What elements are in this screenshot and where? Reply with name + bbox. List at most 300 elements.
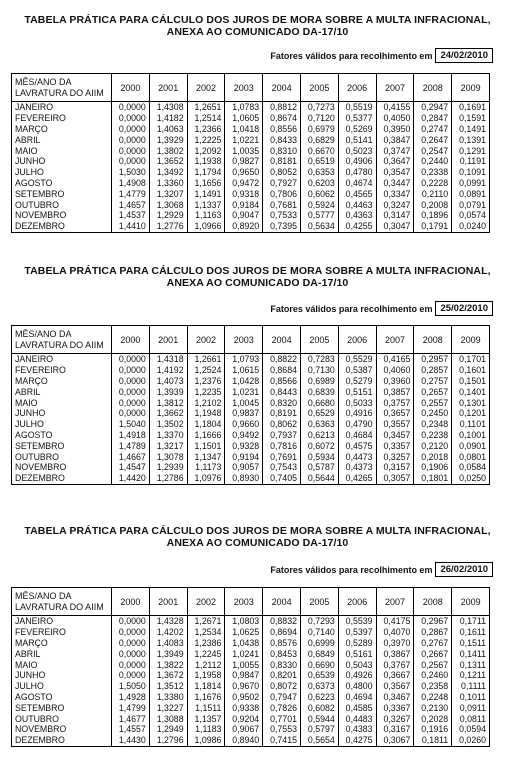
factor-cell: 0,2110 [414, 188, 452, 199]
factor-cell: 0,2967 [414, 616, 452, 627]
factor-cell: 0,3057 [376, 473, 414, 484]
factor-cell: 1,0793 [225, 354, 263, 365]
factor-cell: 0,2557 [414, 397, 452, 408]
factor-cell: 1,1948 [187, 408, 225, 419]
factor-cell: 1,2661 [187, 354, 225, 365]
factor-cell: 1,3512 [149, 681, 187, 692]
factor-cell: 0,3467 [376, 692, 414, 703]
factor-cell: 0,1391 [452, 134, 490, 145]
block-title [0, 14, 515, 38]
factor-cell: 0,3657 [376, 408, 414, 419]
factor-cell: 0,7120 [300, 113, 338, 124]
month-cell: JUNHO [12, 156, 112, 167]
factor-cell: 0,7405 [263, 473, 301, 484]
factor-cell: 0,6529 [300, 408, 338, 419]
factor-cell: 1,4410 [112, 221, 150, 232]
factor-cell: 0,0000 [112, 156, 150, 167]
factor-cell: 0,2008 [414, 199, 452, 210]
factor-cell: 0,4684 [338, 430, 376, 441]
factor-cell: 0,9184 [225, 199, 263, 210]
factor-cell: 0,0000 [112, 365, 150, 376]
header-year: 2009 [452, 588, 490, 616]
factor-cell: 0,6680 [300, 397, 338, 408]
factor-cell: 0,3857 [376, 386, 414, 397]
factor-cell: 1,1491 [187, 188, 225, 199]
header-year: 2006 [338, 588, 376, 616]
factor-cell: 1,3492 [149, 167, 187, 178]
table-row [12, 451, 490, 462]
factor-cell: 1,0438 [225, 638, 263, 649]
date-box: 25/02/2010 [435, 301, 493, 316]
month-cell: AGOSTO [12, 692, 112, 703]
month-cell: JANEIRO [12, 616, 112, 627]
factor-cell: 0,7140 [300, 627, 338, 638]
header-year: 2005 [300, 326, 338, 354]
header-year: 2007 [376, 588, 414, 616]
table-row [12, 681, 490, 692]
factor-cell: 0,6670 [300, 145, 338, 156]
table-row [12, 659, 490, 670]
month-cell: NOVEMBRO [12, 462, 112, 473]
factor-cell: 0,7415 [263, 735, 301, 746]
month-cell: NOVEMBRO [12, 724, 112, 735]
factor-cell: 0,5634 [300, 221, 338, 232]
table-row [12, 167, 490, 178]
factor-cell: 1,2776 [149, 221, 187, 232]
factor-cell: 1,3227 [149, 702, 187, 713]
factor-cell: 1,1804 [187, 419, 225, 430]
factor-cell: 0,8920 [225, 221, 263, 232]
factor-cell: 0,0000 [112, 638, 150, 649]
factor-cell: 0,0584 [452, 462, 490, 473]
factor-cell: 0,3147 [376, 210, 414, 221]
title-line-2: ANEXA AO COMUNICADO DA-17/10 [166, 277, 349, 289]
factor-cell: 0,0000 [112, 670, 150, 681]
factor-cell: 0,2348 [414, 419, 452, 430]
factor-cell: 0,0901 [452, 440, 490, 451]
table-row [12, 419, 490, 430]
factor-cell: 0,3757 [376, 397, 414, 408]
factor-cell: 1,0418 [225, 124, 263, 135]
factor-cell: 0,4070 [376, 627, 414, 638]
factor-cell: 0,2358 [414, 681, 452, 692]
month-cell: JUNHO [12, 670, 112, 681]
factor-cell: 0,1906 [414, 462, 452, 473]
factor-cell: 1,1501 [187, 440, 225, 451]
title-line-1: TABELA PRÁTICA PARA CÁLCULO DOS JUROS DE MORA SOBRE A MULTA INFRACIONAL, [24, 14, 491, 26]
factor-cell: 0,0911 [452, 702, 490, 713]
factor-cell: 0,4800 [338, 681, 376, 692]
header-year: 2003 [225, 588, 263, 616]
month-cell: OUTUBRO [12, 451, 112, 462]
table-row [12, 178, 490, 189]
factor-cell: 0,5289 [338, 638, 376, 649]
factor-cell: 0,8684 [263, 365, 301, 376]
factor-cell: 1,4799 [112, 702, 150, 713]
table-row [12, 210, 490, 221]
factor-cell: 1,3949 [149, 648, 187, 659]
fatores-row [270, 301, 493, 316]
factor-cell: 0,1511 [452, 638, 490, 649]
factor-cell: 0,0991 [452, 178, 490, 189]
factor-cell: 1,2651 [187, 102, 225, 113]
factor-cell: 0,5797 [300, 724, 338, 735]
month-cell: OUTUBRO [12, 199, 112, 210]
factor-cell: 0,0891 [452, 188, 490, 199]
factor-cell: 0,6213 [300, 430, 338, 441]
factor-cell: 0,6062 [300, 188, 338, 199]
factor-cell: 0,2120 [414, 440, 452, 451]
month-cell: MAIO [12, 659, 112, 670]
factor-cell: 0,0250 [452, 473, 490, 484]
factor-cell: 0,9827 [225, 156, 263, 167]
factor-cell: 0,6829 [300, 134, 338, 145]
factor-cell: 0,0000 [112, 113, 150, 124]
factor-cell: 0,4050 [376, 113, 414, 124]
factor-cell: 0,0000 [112, 659, 150, 670]
factor-cell: 0,3047 [376, 221, 414, 232]
factor-cell: 0,9650 [225, 167, 263, 178]
month-cell: JANEIRO [12, 354, 112, 365]
table-row [12, 376, 490, 387]
factor-cell: 1,3939 [149, 386, 187, 397]
factor-cell: 0,0000 [112, 124, 150, 135]
factor-cell: 0,6979 [300, 124, 338, 135]
factor-cell: 1,0035 [225, 145, 263, 156]
factor-cell: 0,8453 [263, 648, 301, 659]
factor-cell: 0,6203 [300, 178, 338, 189]
month-cell: AGOSTO [12, 178, 112, 189]
table-row [12, 408, 490, 419]
factor-cell: 1,4547 [112, 462, 150, 473]
header-year: 2001 [149, 588, 187, 616]
header-year: 2005 [300, 74, 338, 102]
factor-cell: 1,1656 [187, 178, 225, 189]
header-mes-line-1: MÊS/ANO DA [15, 590, 72, 601]
month-cell: JULHO [12, 167, 112, 178]
factor-cell: 1,1163 [187, 210, 225, 221]
header-year: 2000 [112, 74, 150, 102]
header-year: 2003 [225, 74, 263, 102]
factor-cell: 1,4420 [112, 473, 150, 484]
factor-cell: 1,4202 [149, 627, 187, 638]
factor-cell: 0,7681 [263, 199, 301, 210]
table-row [12, 221, 490, 232]
factor-cell: 0,9472 [225, 178, 263, 189]
table-row [12, 648, 490, 659]
fatores-label: Fatores válidos para recolhimento em [270, 564, 433, 575]
factor-cell: 0,7927 [263, 178, 301, 189]
month-cell: ABRIL [12, 134, 112, 145]
factor-cell: 0,1011 [452, 692, 490, 703]
factor-cell: 0,1311 [452, 659, 490, 670]
factor-cell: 0,0240 [452, 221, 490, 232]
factor-cell: 0,1691 [452, 102, 490, 113]
month-cell: OUTUBRO [12, 713, 112, 724]
factor-cell: 0,8052 [263, 167, 301, 178]
factor-cell: 0,9057 [225, 462, 263, 473]
header-year: 2001 [149, 74, 187, 102]
factor-cell: 0,8310 [263, 145, 301, 156]
factor-cell: 0,9502 [225, 692, 263, 703]
factor-cell: 1,0221 [225, 134, 263, 145]
factor-cell: 0,7273 [300, 102, 338, 113]
factor-cell: 0,8674 [263, 113, 301, 124]
factor-cell: 0,0000 [112, 397, 150, 408]
table-row [12, 124, 490, 135]
factor-cell: 0,3960 [376, 376, 414, 387]
factor-cell: 1,1337 [187, 199, 225, 210]
factor-cell: 0,3157 [376, 462, 414, 473]
factor-cell: 0,5151 [338, 386, 376, 397]
month-cell: JULHO [12, 681, 112, 692]
factor-cell: 0,2657 [414, 386, 452, 397]
month-cell: DEZEMBRO [12, 473, 112, 484]
factor-cell: 0,4463 [338, 199, 376, 210]
factor-cell: 0,5387 [338, 365, 376, 376]
factor-cell: 0,4155 [376, 102, 414, 113]
factor-cell: 0,5033 [338, 397, 376, 408]
factor-cell: 1,1938 [187, 156, 225, 167]
table-row [12, 397, 490, 408]
factor-cell: 1,4657 [112, 199, 150, 210]
factor-cell: 1,4073 [149, 376, 187, 387]
factor-cell: 0,3747 [376, 145, 414, 156]
table-row [12, 156, 490, 167]
factor-cell: 1,5050 [112, 681, 150, 692]
factor-cell: 0,2248 [414, 692, 452, 703]
factor-cell: 0,4265 [338, 473, 376, 484]
factor-cell: 0,7283 [300, 354, 338, 365]
factor-cell: 1,1183 [187, 724, 225, 735]
factor-cell: 1,2245 [187, 648, 225, 659]
title-line-2: ANEXA AO COMUNICADO DA-17/10 [166, 26, 349, 38]
factor-cell: 1,3360 [149, 178, 187, 189]
factor-cell: 0,1591 [452, 113, 490, 124]
factor-cell: 0,3257 [376, 451, 414, 462]
factor-cell: 0,9204 [225, 713, 263, 724]
header-year: 2001 [149, 326, 187, 354]
header-mes-line-1: MÊS/ANO DA [15, 76, 72, 87]
factor-cell: 0,0260 [452, 735, 490, 746]
month-cell: AGOSTO [12, 430, 112, 441]
factor-cell: 0,8433 [263, 134, 301, 145]
factor-cell: 0,0811 [452, 713, 490, 724]
factor-cell: 1,3662 [149, 408, 187, 419]
factor-cell: 0,2018 [414, 451, 452, 462]
table-row [12, 199, 490, 210]
factor-cell: 1,3802 [149, 145, 187, 156]
factor-cell: 0,2567 [414, 659, 452, 670]
factor-cell: 0,8566 [263, 376, 301, 387]
block-title [0, 525, 515, 549]
factor-cell: 1,4318 [149, 354, 187, 365]
header-mes-ano [12, 588, 112, 616]
factor-cell: 0,3167 [376, 724, 414, 735]
factor-cell: 0,3867 [376, 648, 414, 659]
factor-cell: 0,5397 [338, 627, 376, 638]
factor-cell: 0,2647 [414, 134, 452, 145]
factor-cell: 0,4483 [338, 713, 376, 724]
factor-cell: 0,4926 [338, 670, 376, 681]
factor-cell: 0,8832 [263, 616, 301, 627]
factor-cell: 0,1811 [414, 735, 452, 746]
month-cell: JULHO [12, 419, 112, 430]
table-row [12, 627, 490, 638]
factor-cell: 1,0615 [225, 365, 263, 376]
factor-cell: 0,2747 [414, 124, 452, 135]
block-title [0, 265, 515, 289]
factor-cell: 0,6690 [300, 659, 338, 670]
factor-cell: 1,2514 [187, 113, 225, 124]
header-mes-line-1: MÊS/ANO DA [15, 328, 72, 339]
factor-cell: 0,4575 [338, 440, 376, 451]
factor-cell: 0,9847 [225, 670, 263, 681]
month-cell: SETEMBRO [12, 702, 112, 713]
factor-cell: 0,5141 [338, 134, 376, 145]
factor-cell: 0,7947 [263, 692, 301, 703]
factor-cell: 0,1601 [452, 365, 490, 376]
factor-cell: 0,8576 [263, 638, 301, 649]
factor-cell: 0,1101 [452, 419, 490, 430]
table-row [12, 638, 490, 649]
factor-cell: 0,9670 [225, 681, 263, 692]
factor-cell: 0,5924 [300, 199, 338, 210]
factor-cell: 0,8940 [225, 735, 263, 746]
month-cell: FEVEREIRO [12, 365, 112, 376]
factor-cell: 0,5654 [300, 735, 338, 746]
factor-cell: 0,2228 [414, 178, 452, 189]
factor-cell: 0,1491 [452, 124, 490, 135]
table-row [12, 188, 490, 199]
rates-table [11, 587, 490, 747]
factor-cell: 1,2786 [149, 473, 187, 484]
factor-cell: 0,6373 [300, 681, 338, 692]
date-box: 26/02/2010 [435, 562, 493, 577]
factor-cell: 0,3547 [376, 167, 414, 178]
factor-cell: 1,4328 [149, 616, 187, 627]
factor-cell: 1,4918 [112, 430, 150, 441]
factor-cell: 0,2957 [414, 354, 452, 365]
factor-cell: 0,0594 [452, 724, 490, 735]
factor-cell: 0,0000 [112, 145, 150, 156]
factor-cell: 1,3380 [149, 692, 187, 703]
month-cell: MARÇO [12, 638, 112, 649]
header-mes-line-2: LAVRATURA DO AIIM [15, 87, 104, 98]
factor-cell: 0,1091 [452, 167, 490, 178]
factor-cell: 1,4430 [112, 735, 150, 746]
factor-cell: 1,1357 [187, 713, 225, 724]
factor-cell: 0,9338 [225, 702, 263, 713]
factor-cell: 1,4779 [112, 188, 150, 199]
month-cell: JUNHO [12, 408, 112, 419]
factor-cell: 0,6839 [300, 386, 338, 397]
header-row [12, 588, 490, 616]
factor-cell: 0,3667 [376, 670, 414, 681]
factor-cell: 1,3929 [149, 134, 187, 145]
factor-cell: 0,4585 [338, 702, 376, 713]
factor-cell: 0,6999 [300, 638, 338, 649]
month-cell: NOVEMBRO [12, 210, 112, 221]
factor-cell: 0,8812 [263, 102, 301, 113]
factor-cell: 0,6082 [300, 702, 338, 713]
factor-cell: 1,0803 [225, 616, 263, 627]
table-row [12, 670, 490, 681]
factor-cell: 1,2112 [187, 659, 225, 670]
header-year: 2002 [187, 326, 225, 354]
table-row [12, 365, 490, 376]
table-row [12, 386, 490, 397]
factor-cell: 0,8556 [263, 124, 301, 135]
factor-cell: 1,2534 [187, 627, 225, 638]
table-row [12, 430, 490, 441]
month-cell: SETEMBRO [12, 188, 112, 199]
factor-cell: 1,3502 [149, 419, 187, 430]
factor-cell: 0,3567 [376, 681, 414, 692]
fatores-label: Fatores válidos para recolhimento em [270, 50, 433, 61]
factor-cell: 1,3078 [149, 451, 187, 462]
factor-cell: 0,9837 [225, 408, 263, 419]
factor-cell: 0,7293 [300, 616, 338, 627]
header-year: 2005 [300, 588, 338, 616]
factor-cell: 1,2524 [187, 365, 225, 376]
title-line-1: TABELA PRÁTICA PARA CÁLCULO DOS JUROS DE MORA SOBRE A MULTA INFRACIONAL, [24, 265, 491, 277]
factor-cell: 0,4165 [376, 354, 414, 365]
header-year: 2003 [225, 326, 263, 354]
factor-cell: 0,5023 [338, 145, 376, 156]
factor-cell: 0,9047 [225, 210, 263, 221]
table-row [12, 702, 490, 713]
factor-cell: 0,6849 [300, 648, 338, 659]
factor-cell: 0,3347 [376, 188, 414, 199]
factor-cell: 1,1511 [187, 702, 225, 713]
factor-cell: 0,5269 [338, 124, 376, 135]
factor-cell: 0,3267 [376, 713, 414, 724]
title-line-1: TABELA PRÁTICA PARA CÁLCULO DOS JUROS DE MORA SOBRE A MULTA INFRACIONAL, [24, 525, 491, 537]
factor-cell: 0,3970 [376, 638, 414, 649]
factor-cell: 0,3457 [376, 430, 414, 441]
factor-cell: 1,0241 [225, 648, 263, 659]
factor-cell: 0,3447 [376, 178, 414, 189]
factor-cell: 0,4780 [338, 167, 376, 178]
factor-cell: 1,4677 [112, 713, 150, 724]
header-year: 2002 [187, 74, 225, 102]
factor-cell: 0,3247 [376, 199, 414, 210]
factor-cell: 1,4557 [112, 724, 150, 735]
factor-cell: 0,8694 [263, 627, 301, 638]
factor-cell: 1,0976 [187, 473, 225, 484]
factor-cell: 0,6363 [300, 419, 338, 430]
factor-cell: 0,0000 [112, 354, 150, 365]
factor-cell: 0,1191 [452, 156, 490, 167]
factor-cell: 0,5777 [300, 210, 338, 221]
factor-cell: 0,6072 [300, 440, 338, 451]
factor-cell: 0,4275 [338, 735, 376, 746]
month-cell: JANEIRO [12, 102, 112, 113]
header-year: 2007 [376, 74, 414, 102]
factor-cell: 0,2667 [414, 648, 452, 659]
header-row [12, 326, 490, 354]
factor-cell: 1,3370 [149, 430, 187, 441]
factor-cell: 0,1301 [452, 397, 490, 408]
factor-cell: 1,1958 [187, 670, 225, 681]
factor-cell: 0,9660 [225, 419, 263, 430]
table-row [12, 145, 490, 156]
factor-cell: 1,3068 [149, 199, 187, 210]
factor-cell: 0,2857 [414, 365, 452, 376]
factor-cell: 0,2757 [414, 376, 452, 387]
factor-cell: 0,9328 [225, 440, 263, 451]
